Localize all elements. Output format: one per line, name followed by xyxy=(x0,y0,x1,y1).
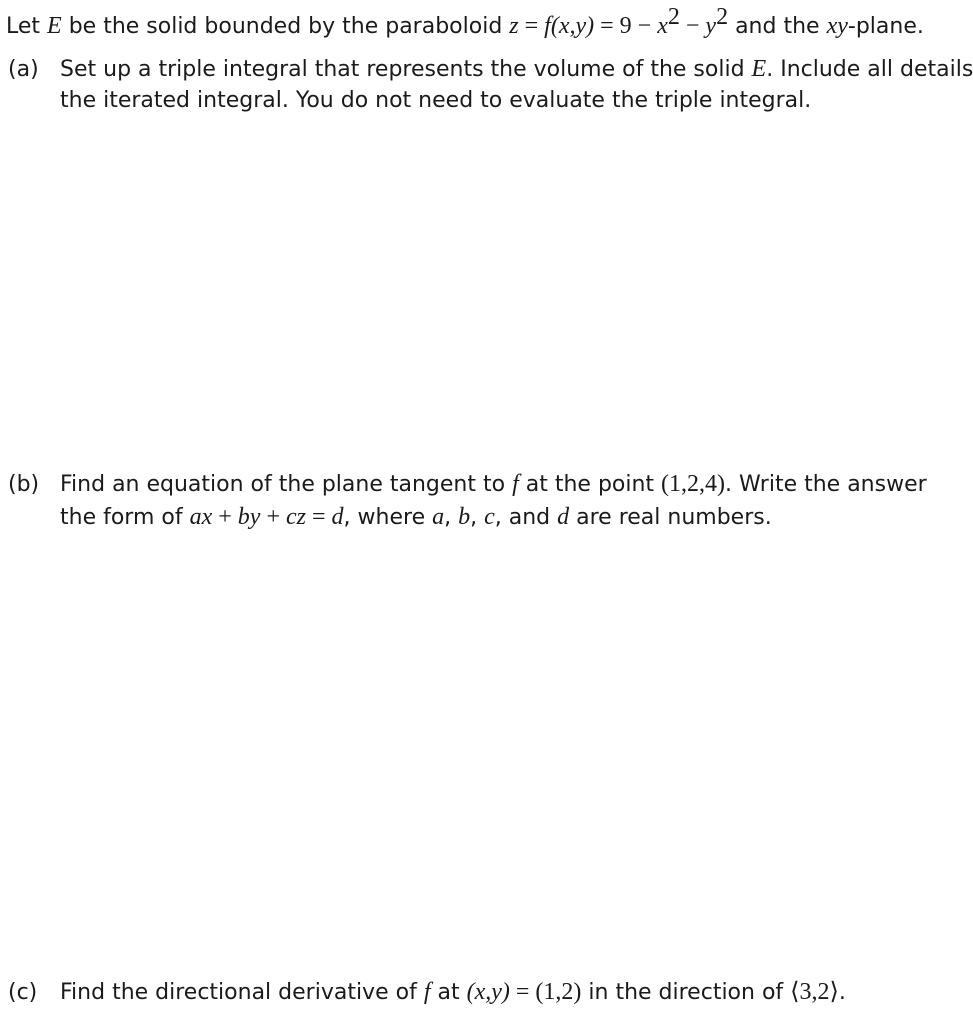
part-b-text: , and xyxy=(494,505,558,530)
math-var: a xyxy=(432,504,445,530)
part-c-line-1 xyxy=(0,980,846,1004)
math-var: c xyxy=(484,504,495,530)
math-op: = xyxy=(509,979,536,1005)
part-a-text: the iterated integral. You do not need to evaluate the triple integral. xyxy=(60,88,812,113)
intro-text: be the solid bounded by the paraboloid xyxy=(61,14,510,39)
part-a-label: (a) xyxy=(8,57,39,82)
math-var: xy xyxy=(826,13,848,39)
math-var: x xyxy=(657,13,668,39)
math-vector: ⟨3,2⟩ xyxy=(790,979,839,1005)
part-b-text: . Write the answer xyxy=(725,472,927,497)
math-var-E: E xyxy=(47,13,62,39)
part-a-text: Set up a triple integral that represents the volume of the solid xyxy=(60,57,752,82)
part-b-text: are real numbers. xyxy=(569,505,772,530)
part-c-text: in the direction of xyxy=(581,980,791,1005)
math-var: d xyxy=(557,504,570,530)
math-term: by xyxy=(237,504,261,530)
math-term: cz xyxy=(286,504,306,530)
math-var: y xyxy=(705,13,717,39)
part-c-text: Find the directional derivative of xyxy=(60,980,424,1005)
part-c-text: at xyxy=(430,980,467,1005)
math-var: f xyxy=(512,471,519,497)
intro-text: and the xyxy=(728,14,827,39)
problem-intro xyxy=(6,4,924,39)
math-var-E: E xyxy=(751,56,767,82)
part-b-text: , xyxy=(444,505,459,530)
math-var: f xyxy=(544,13,551,39)
math-var: d xyxy=(331,504,344,530)
part-b-text: , where xyxy=(343,505,433,530)
math-var: z xyxy=(509,13,519,39)
math-term: ax xyxy=(189,504,213,530)
math-op: + xyxy=(212,504,238,530)
math-exponent: 2 xyxy=(667,4,680,30)
part-b-line-1 xyxy=(0,472,927,496)
part-a-answer-space xyxy=(0,120,950,460)
math-var: b xyxy=(458,504,471,530)
math-op: + xyxy=(260,504,286,530)
part-b-label: (b) xyxy=(8,472,40,497)
part-b-answer-space xyxy=(0,535,950,965)
math-point: (1,2,4) xyxy=(661,471,726,497)
part-a-line-2 xyxy=(0,90,811,112)
math-args: (x,y) xyxy=(550,13,595,39)
part-a-text: . Include all details xyxy=(766,57,973,82)
part-b-text: the form of xyxy=(60,505,190,530)
math-op: = 9 − xyxy=(594,13,658,39)
part-b-text: at the point xyxy=(518,472,662,497)
math-op: = xyxy=(306,504,332,530)
part-c-label: (c) xyxy=(8,980,38,1005)
part-b-text: Find an equation of the plane tangent to xyxy=(60,472,513,497)
part-a-line-1 xyxy=(0,57,973,81)
math-point: (1,2) xyxy=(535,979,582,1005)
math-exponent: 2 xyxy=(716,4,729,30)
intro-text: -plane. xyxy=(847,14,924,39)
intro-text: Let xyxy=(6,14,48,39)
math-var: f xyxy=(423,979,431,1005)
math-op: = xyxy=(518,13,545,39)
part-b-text: , xyxy=(470,505,485,530)
part-b-line-2 xyxy=(0,505,772,529)
math-args: (x,y) xyxy=(466,979,510,1005)
math-op: − xyxy=(679,13,706,39)
part-c-text: . xyxy=(838,980,846,1005)
